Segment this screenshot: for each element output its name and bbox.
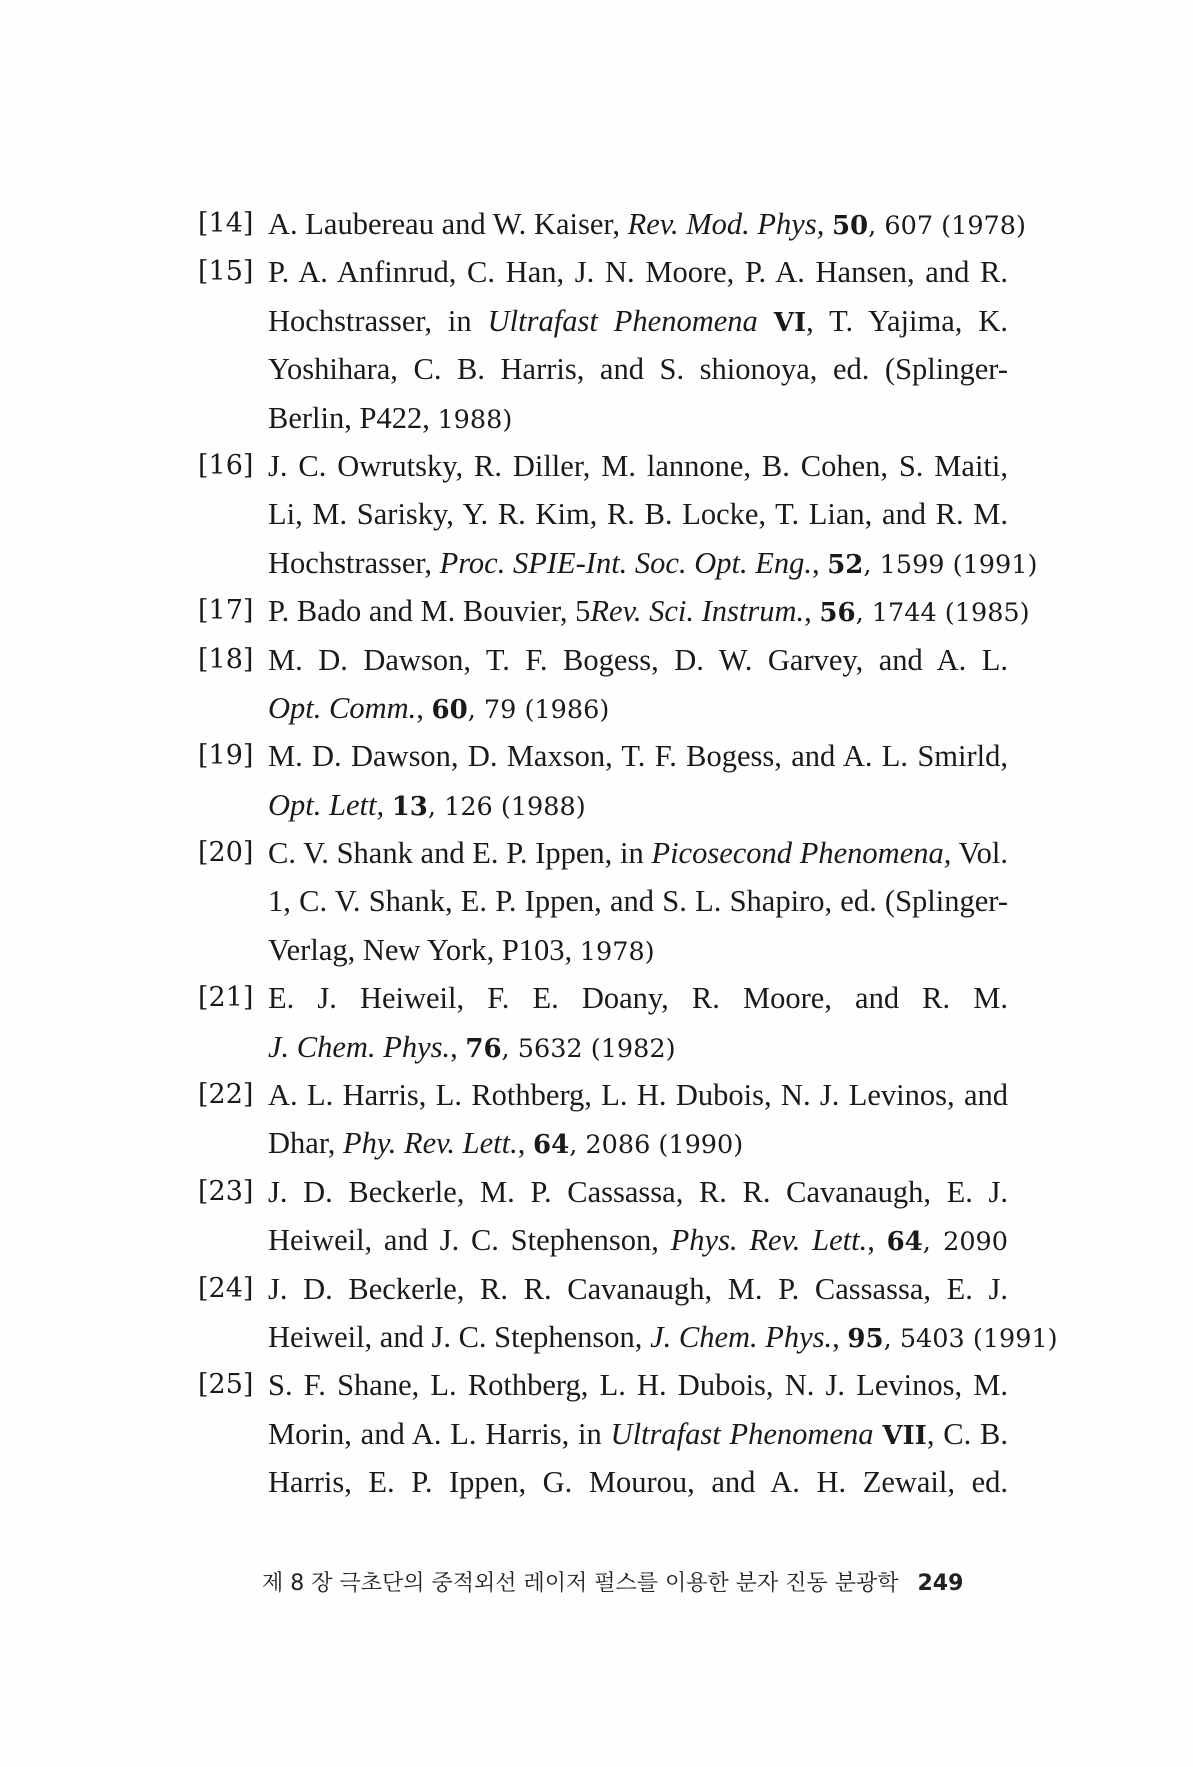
reference-list [198, 200, 1058, 1507]
reference-line [200, 490, 1008, 538]
citation-text: , [416, 690, 432, 725]
reference-line [200, 1410, 1008, 1458]
citation-text: Harris, E. P. Ippen, G. Mourou, and A. H. Zewail, ed. [268, 1465, 1008, 1500]
reference-entry [200, 1071, 1008, 1168]
volume-number: 13 [391, 791, 428, 822]
citation-text [824, 207, 832, 241]
citation-text: Heiweil, and J. C. Stephenson, [268, 1223, 671, 1258]
volume-number: 95 [847, 1323, 884, 1354]
citation-text: 1, C. V. Shank, E. P. Ippen, and S. L. Shapiro, ed. (Splinger- [268, 884, 1008, 919]
journal-title: J. Chem. Phys. [268, 1029, 451, 1064]
reference-line [200, 877, 1008, 925]
page-footer [262, 1568, 1002, 1600]
citation-text: , T. Yajima, K. [806, 303, 1008, 338]
citation-text [874, 1417, 883, 1451]
reference-text [200, 587, 1030, 635]
journal-title: Rev. Mod. Phys, [627, 207, 825, 241]
reference-text [200, 442, 1038, 587]
reference-line [200, 974, 1008, 1022]
reference-line [200, 345, 1008, 393]
reference-number: [25] [198, 1369, 254, 1401]
reference-number: [21] [198, 982, 254, 1014]
citation-text: Hochstrasser, in [268, 303, 488, 338]
citation-text: S. F. Shane, L. Rothberg, L. H. Dubois, N. J. Levinos, M. [268, 1368, 1008, 1403]
reference-entry [200, 732, 1008, 829]
reference-text [200, 1071, 1008, 1168]
reference-line [200, 1216, 1008, 1264]
reference-text [200, 1168, 1008, 1265]
reference-text [200, 974, 1008, 1071]
volume-number: 64 [533, 1130, 570, 1161]
citation-text: , 79 (1986) [467, 694, 610, 725]
reference-number: [23] [198, 1175, 254, 1207]
reference-entry [200, 1168, 1008, 1265]
citation-text: , 126 (1988) [427, 791, 586, 822]
reference-entry [200, 636, 1008, 733]
reference-line [200, 732, 1008, 780]
reference-number: [17] [198, 595, 254, 627]
reference-entry [200, 248, 1008, 442]
journal-title: Proc. SPIE-Int. Soc. Opt. Eng. [439, 545, 812, 580]
reference-text [200, 829, 1008, 974]
journal-title: Phys. Rev. Lett. [670, 1223, 868, 1258]
reference-line [200, 926, 1008, 974]
reference-line [200, 200, 1026, 248]
volume-number: 52 [827, 549, 864, 580]
volume-number: 76 [465, 1033, 502, 1064]
volume-number: 60 [431, 694, 468, 725]
reference-entry [200, 974, 1008, 1071]
reference-number: [14] [198, 208, 254, 239]
reference-entry [200, 1361, 1008, 1506]
reference-line [200, 1458, 1008, 1506]
citation-text: , [832, 1319, 848, 1354]
reference-line [200, 829, 1008, 877]
citation-text: J. C. Owrutsky, R. Diller, M. lannone, B. Cohen, S. Maiti, [268, 448, 1008, 483]
citation-text: , 1599 (1991) [863, 549, 1038, 580]
citation-text: Heiweil, and J. C. Stephenson, [268, 1319, 651, 1354]
reference-line [200, 297, 1008, 345]
citation-text: E. J. Heiweil, F. E. Doany, R. Moore, and R. M. [268, 981, 1008, 1016]
reference-number: [19] [198, 740, 254, 772]
journal-title: Opt. Lett, [268, 787, 385, 822]
volume-number: 56 [819, 598, 856, 629]
citation-text: A. L. Harris, L. Rothberg, L. H. Dubois, N. J. Levinos, and [268, 1078, 1008, 1113]
citation-text: 1988) [437, 404, 513, 435]
citation-text: A. Laubereau and W. Kaiser, [268, 207, 628, 241]
citation-text: , 2086 (1990) [569, 1130, 744, 1161]
citation-text: , 5403 (1991) [883, 1323, 1058, 1354]
citation-text: , 5632 (1982) [501, 1033, 676, 1064]
citation-text: , 607 (1978) [868, 211, 1026, 241]
citation-text: Verlag, New York, P103, [268, 932, 580, 967]
citation-text: Hochstrasser, [268, 545, 440, 580]
journal-title: Phy. Rev. Lett. [343, 1126, 518, 1161]
reference-entry [198, 587, 1030, 635]
reference-number: [16] [198, 449, 254, 481]
citation-text: , [517, 1126, 533, 1161]
reference-line [200, 1071, 1008, 1119]
volume-number: VI [773, 307, 807, 338]
citation-text: C. V. Shank and E. P. Ippen, in [268, 836, 652, 871]
reference-number: [18] [198, 643, 254, 675]
reference-line [200, 1168, 1008, 1216]
citation-text: Yoshihara, C. B. Harris, and S. shionoya, ed. (Splinger- [268, 352, 1008, 387]
journal-title: Rev. Sci. Instrum. [590, 594, 805, 629]
citation-text: Vol. [951, 836, 1008, 871]
citation-text: Dhar, [268, 1126, 343, 1161]
chapter-running-title: 제 8 장 극초단의 중적외선 레이저 펄스를 이용한 분자 진동 분광학 [262, 1571, 899, 1596]
citation-text [384, 788, 392, 822]
page-number: 249 [917, 1571, 964, 1596]
volume-number: 64 [886, 1227, 923, 1258]
citation-text: J. D. Beckerle, M. P. Cassassa, R. R. Cavanaugh, E. J. [268, 1174, 1008, 1209]
journal-title: Ultrafast Phenomena [610, 1416, 874, 1451]
reference-text [200, 636, 1008, 733]
citation-text: , C. B. [926, 1416, 1008, 1451]
citation-text: Morin, and A. L. Harris, in [268, 1416, 611, 1451]
reference-entry [198, 1265, 1058, 1362]
volume-number: 50 [831, 211, 869, 241]
reference-line [200, 1119, 1008, 1167]
reference-line [200, 442, 1008, 490]
reference-line [200, 1265, 1008, 1313]
volume-number: VII [882, 1420, 927, 1451]
reference-line [200, 587, 1030, 635]
citation-text: , [804, 594, 820, 629]
reference-entry [200, 829, 1008, 974]
journal-title: Picosecond Phenomena, [651, 836, 952, 871]
reference-line [200, 684, 1008, 732]
journal-title: Opt. Comm. [268, 690, 417, 725]
citation-text: P. A. Anfinrud, C. Han, J. N. Moore, P. A. Hansen, and R. [268, 255, 1008, 290]
reference-text [200, 248, 1008, 442]
reference-number: [15] [198, 256, 254, 288]
citation-text [758, 304, 774, 338]
citation-text: M. D. Dawson, T. F. Bogess, D. W. Garvey, and A. L. [268, 642, 1008, 677]
reference-text [200, 200, 1026, 248]
reference-line [200, 636, 1008, 684]
reference-number: [20] [198, 837, 254, 869]
reference-number: [24] [198, 1272, 254, 1304]
citation-text: , 2090 [922, 1227, 1008, 1258]
citation-text: , [811, 545, 828, 580]
citation-text: , 1744 (1985) [855, 598, 1030, 629]
reference-entry [198, 442, 1038, 587]
reference-text [200, 732, 1008, 829]
citation-text: , [450, 1029, 466, 1064]
citation-text: J. D. Beckerle, R. R. Cavanaugh, M. P. Cassassa, E. J. [268, 1271, 1008, 1306]
citation-text: M. D. Dawson, D. Maxson, T. F. Bogess, and A. L. Smirld, [268, 739, 1008, 774]
citation-text: 1978) [579, 936, 655, 967]
journal-title: Ultrafast Phenomena [487, 303, 758, 338]
reference-line [200, 248, 1008, 296]
reference-line [200, 1023, 1008, 1071]
citation-text: Li, M. Sarisky, Y. R. Kim, R. B. Locke, T. Lian, and R. M. [268, 497, 1008, 532]
reference-entry [198, 200, 1026, 248]
reference-line [200, 394, 1008, 442]
reference-line [200, 1313, 1058, 1361]
citation-text: Berlin, P422, [268, 400, 438, 435]
reference-number: [22] [198, 1079, 254, 1111]
citation-text: , [867, 1223, 887, 1258]
reference-line [200, 1361, 1008, 1409]
citation-text: P. Bado and M. Bouvier, 5 [268, 594, 591, 629]
journal-title: J. Chem. Phys. [650, 1319, 833, 1354]
reference-line [200, 781, 1008, 829]
reference-line [200, 539, 1038, 587]
reference-text [200, 1361, 1008, 1506]
reference-text [200, 1265, 1058, 1362]
